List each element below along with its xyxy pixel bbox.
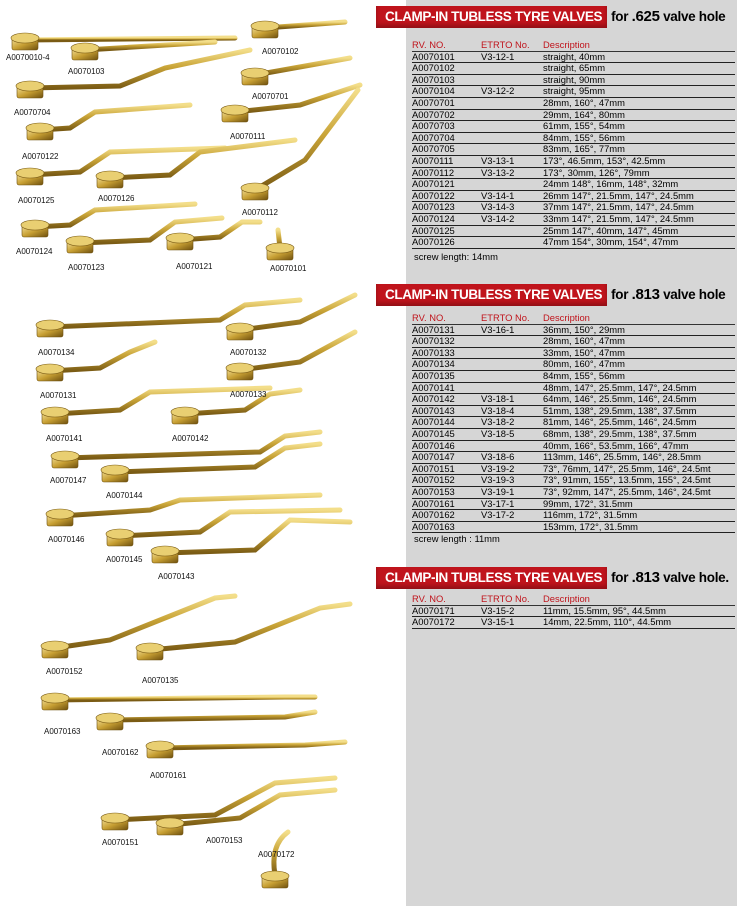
table-row <box>412 428 735 440</box>
description: 26mm 147°, 21.5mm, 147°, 24.5mm <box>543 190 735 202</box>
table-row <box>412 475 735 487</box>
title-tail: valve hole <box>663 287 726 302</box>
valve-stem <box>50 300 300 327</box>
etrto-number <box>481 109 543 121</box>
table-row <box>412 225 735 237</box>
section-title-625 <box>376 6 737 28</box>
description: 51mm, 138°, 29.5mm, 138°, 37.5mm <box>543 405 735 417</box>
description: 11mm, 15.5mm, 95°, 44.5mm <box>543 605 735 617</box>
rv-number: A0070131 <box>412 324 481 336</box>
table-row <box>412 510 735 522</box>
etrto-number: V3-13-2 <box>481 167 543 179</box>
image-label: A0070123 <box>68 263 105 272</box>
valve-nut <box>166 233 194 250</box>
table-header-row <box>412 594 735 605</box>
table-row <box>412 190 735 202</box>
image-label: A0070172 <box>258 850 295 859</box>
valve-nut <box>36 364 64 381</box>
section-title-red: CLAMP-IN TUBLESS TYRE VALVES <box>376 567 607 589</box>
description: 153mm, 172°, 31.5mm <box>543 521 735 533</box>
valve-stem <box>115 778 335 820</box>
column-header: RV. NO. <box>412 40 481 51</box>
rv-number: A0070161 <box>412 498 481 510</box>
description: 173°, 30mm, 126°, 79mm <box>543 167 735 179</box>
image-label: A0070112 <box>242 208 278 217</box>
column-header: ETRTO No. <box>481 313 543 324</box>
description: 24mm 148°, 16mm, 148°, 32mm <box>543 179 735 191</box>
valve-nut <box>11 33 39 50</box>
screw-length-note: screw length: 14mm <box>414 251 498 262</box>
image-label: A0070153 <box>206 836 243 845</box>
description: 61mm, 155°, 54mm <box>543 121 735 133</box>
etrto-number <box>481 144 543 156</box>
description: 84mm, 155°, 56mm <box>543 132 735 144</box>
image-label: A0070134 <box>38 348 75 357</box>
table-row <box>412 86 735 98</box>
rv-number: A0070144 <box>412 417 481 429</box>
title-size: .813 <box>631 569 660 586</box>
etrto-number: V3-15-2 <box>481 605 543 617</box>
column-header: RV. NO. <box>412 313 481 324</box>
image-label: A0070152 <box>46 667 83 676</box>
etrto-number <box>481 74 543 86</box>
table-row <box>412 463 735 475</box>
etrto-number: V3-18-4 <box>481 405 543 417</box>
description: straight, 40mm <box>543 51 735 63</box>
valve-nut <box>26 123 54 140</box>
valve-nut <box>41 693 69 710</box>
description: 68mm, 138°, 29.5mm, 138°, 37.5mm <box>543 428 735 440</box>
table-row <box>412 370 735 382</box>
valve-stem <box>25 38 235 40</box>
table-header-row <box>412 40 735 51</box>
image-label: A0070126 <box>98 194 135 203</box>
valve-nut <box>41 641 69 658</box>
description: 84mm, 155°, 56mm <box>543 370 735 382</box>
table-row <box>412 74 735 86</box>
rv-number: A0070121 <box>412 179 481 191</box>
description: 36mm, 150°, 29mm <box>543 324 735 336</box>
rv-number: A0070134 <box>412 359 481 371</box>
valve-nut <box>16 168 44 185</box>
image-label: A0070133 <box>230 390 267 399</box>
table-row <box>412 324 735 336</box>
valve-nut <box>41 407 69 424</box>
table-row <box>412 155 735 167</box>
image-label: A0070163 <box>44 727 81 736</box>
section-title-813-b <box>376 567 737 589</box>
etrto-number: V3-18-1 <box>481 394 543 406</box>
rv-number: A0070132 <box>412 336 481 348</box>
image-label: A0070122 <box>22 152 59 161</box>
etrto-number: V3-19-1 <box>481 486 543 498</box>
etrto-number: V3-17-2 <box>481 510 543 522</box>
rv-number: A0070172 <box>412 617 481 629</box>
valve-stem <box>255 58 350 75</box>
valve-nut <box>51 451 79 468</box>
etrto-number: V3-18-2 <box>481 417 543 429</box>
rv-number: A0070123 <box>412 202 481 214</box>
valve-nut <box>171 407 199 424</box>
valve-stem <box>55 596 235 648</box>
etrto-number <box>481 521 543 533</box>
valve-stem <box>55 697 315 700</box>
valve-nut <box>221 105 249 122</box>
valve-nut <box>21 220 49 237</box>
etrto-number <box>481 382 543 394</box>
valve-nut <box>96 713 124 730</box>
table-row <box>412 97 735 109</box>
rv-number: A0070147 <box>412 452 481 464</box>
column-header: RV. NO. <box>412 594 481 605</box>
rv-number: A0070135 <box>412 370 481 382</box>
title-size: .625 <box>631 8 660 25</box>
etrto-number <box>481 121 543 133</box>
etrto-number <box>481 440 543 452</box>
rv-number: A0070143 <box>412 405 481 417</box>
description: 28mm, 160°, 47mm <box>543 97 735 109</box>
etrto-number <box>481 225 543 237</box>
image-label: A0070146 <box>48 535 85 544</box>
description: 33mm 147°, 21.5mm, 147°, 24.5mm <box>543 213 735 225</box>
description: 73°, 76mm, 147°, 25.5mm, 146°, 24.5mt <box>543 463 735 475</box>
description: 40mm, 166°, 53.5mm, 166°, 47mm <box>543 440 735 452</box>
description: straight, 90mm <box>543 74 735 86</box>
rv-number: A0070171 <box>412 605 481 617</box>
valve-nut <box>251 21 279 38</box>
table-row <box>412 617 735 629</box>
table-row <box>412 202 735 214</box>
image-label: A0070704 <box>14 108 51 117</box>
rv-number: A0070701 <box>412 97 481 109</box>
spec-table-813-b <box>412 594 735 629</box>
valve-nut <box>241 68 269 85</box>
etrto-number: V3-14-2 <box>481 213 543 225</box>
image-label: A0070132 <box>230 348 267 357</box>
description: 33mm, 150°, 47mm <box>543 347 735 359</box>
table-row <box>412 51 735 63</box>
image-label: A0070102 <box>262 47 299 56</box>
etrto-number: V3-19-2 <box>481 463 543 475</box>
etrto-number: V3-19-3 <box>481 475 543 487</box>
valve-nut <box>151 546 179 563</box>
rv-number: A0070104 <box>412 86 481 98</box>
image-label: A0070125 <box>18 196 55 205</box>
table-row <box>412 605 735 617</box>
etrto-number <box>481 132 543 144</box>
image-label: A0070143 <box>158 572 195 581</box>
rv-number: A0070112 <box>412 167 481 179</box>
description: straight, 65mm <box>543 63 735 75</box>
description: 73°, 91mm, 155°, 13.5mm, 155°, 24.5mt <box>543 475 735 487</box>
description: 25mm 147°, 40mm, 147°, 45mm <box>543 225 735 237</box>
section-title-813 <box>376 284 737 306</box>
table-row <box>412 486 735 498</box>
description: 83mm, 165°, 77mm <box>543 144 735 156</box>
valve-nut <box>156 818 184 835</box>
etrto-number <box>481 179 543 191</box>
etrto-number <box>481 370 543 382</box>
image-label: A0070131 <box>40 391 77 400</box>
image-label: A0070147 <box>50 476 87 485</box>
table-row <box>412 417 735 429</box>
rv-number: A0070162 <box>412 510 481 522</box>
description: 48mm, 147°, 25.5mm, 147°, 24.5mm <box>543 382 735 394</box>
image-label: A0070103 <box>68 67 105 76</box>
rv-number: A0070133 <box>412 347 481 359</box>
spec-table-813 <box>412 313 735 533</box>
title-tail: valve hole. <box>663 570 729 585</box>
rv-number: A0070111 <box>412 155 481 167</box>
description: 116mm, 172°, 31.5mm <box>543 510 735 522</box>
rv-number: A0070702 <box>412 109 481 121</box>
image-label: A0070162 <box>102 748 139 757</box>
etrto-number: V3-17-1 <box>481 498 543 510</box>
table-row <box>412 132 735 144</box>
section-title-red: CLAMP-IN TUBLESS TYRE VALVES <box>376 6 607 28</box>
table-row <box>412 109 735 121</box>
rv-number: A0070705 <box>412 144 481 156</box>
etrto-number <box>481 347 543 359</box>
image-label: A0070144 <box>106 491 143 500</box>
valve-stem <box>30 148 225 175</box>
valve-nut <box>36 320 64 337</box>
image-label: A0070010-4 <box>6 53 50 62</box>
etrto-number: V3-13-1 <box>481 155 543 167</box>
rv-number: A0070703 <box>412 121 481 133</box>
valve-nut <box>106 529 134 546</box>
valve-nut <box>96 171 124 188</box>
rv-number: A0070101 <box>412 51 481 63</box>
etrto-number <box>481 359 543 371</box>
description: 47mm 154°, 30mm, 154°, 47mm <box>543 237 735 249</box>
rv-number: A0070125 <box>412 225 481 237</box>
description: 14mm, 22.5mm, 110°, 44.5mm <box>543 617 735 629</box>
table-row <box>412 167 735 179</box>
etrto-number: V3-18-6 <box>481 452 543 464</box>
table-row <box>412 440 735 452</box>
etrto-number <box>481 336 543 348</box>
table-row <box>412 521 735 533</box>
screw-length-note: screw length : 11mm <box>414 533 500 544</box>
description: 173°, 46.5mm, 153°, 42.5mm <box>543 155 735 167</box>
description: 113mm, 146°, 25.5mm, 146°, 28.5mm <box>543 452 735 464</box>
description: 64mm, 146°, 25.5mm, 146°, 24.5mm <box>543 394 735 406</box>
etrto-number <box>481 237 543 249</box>
image-label: A0070101 <box>270 264 307 273</box>
rv-number: A0070145 <box>412 428 481 440</box>
etrto-number: V3-18-5 <box>481 428 543 440</box>
table-row <box>412 382 735 394</box>
etrto-number: V3-16-1 <box>481 324 543 336</box>
etrto-number <box>481 97 543 109</box>
table-row <box>412 144 735 156</box>
table-row <box>412 452 735 464</box>
valve-stem <box>40 105 190 130</box>
rv-number: A0070152 <box>412 475 481 487</box>
description: 99mm, 172°, 31.5mm <box>543 498 735 510</box>
valve-stem <box>165 520 350 553</box>
rv-number: A0070163 <box>412 521 481 533</box>
valve-nut <box>241 183 269 200</box>
description: straight, 95mm <box>543 86 735 98</box>
valve-nut <box>226 323 254 340</box>
valve-nut <box>136 643 164 660</box>
rv-number: A0070142 <box>412 394 481 406</box>
image-label: A0070124 <box>16 247 53 256</box>
rv-number: A0070126 <box>412 237 481 249</box>
etrto-number: V3-12-2 <box>481 86 543 98</box>
valve-nut <box>226 363 254 380</box>
table-row <box>412 63 735 75</box>
title-for: for <box>611 570 629 585</box>
valve-nut <box>16 81 44 98</box>
table-row <box>412 121 735 133</box>
image-label: A0070135 <box>142 676 179 685</box>
table-row <box>412 336 735 348</box>
etrto-number: V3-15-1 <box>481 617 543 629</box>
rv-number: A0070102 <box>412 63 481 75</box>
valve-nut <box>101 813 129 830</box>
table-row <box>412 237 735 249</box>
description: 29mm, 164°, 80mm <box>543 109 735 121</box>
table-row <box>412 498 735 510</box>
column-header: ETRTO No. <box>481 40 543 51</box>
rv-number: A0070146 <box>412 440 481 452</box>
description: 28mm, 160°, 47mm <box>543 336 735 348</box>
rv-number: A0070103 <box>412 74 481 86</box>
valve-stem <box>110 712 315 720</box>
column-header: Description <box>543 594 735 605</box>
column-header: Description <box>543 313 735 324</box>
valve-nut <box>46 509 74 526</box>
etrto-number: V3-12-1 <box>481 51 543 63</box>
title-tail: valve hole <box>663 9 726 24</box>
column-header: ETRTO No. <box>481 594 543 605</box>
image-label: A0070161 <box>150 771 187 780</box>
image-label: A0070151 <box>102 838 139 847</box>
section-title-red: CLAMP-IN TUBLESS TYRE VALVES <box>376 284 607 306</box>
table-row <box>412 394 735 406</box>
table-row <box>412 179 735 191</box>
rv-number: A0070122 <box>412 190 481 202</box>
image-label: A0070145 <box>106 555 143 564</box>
etrto-number <box>481 63 543 75</box>
image-label: A0070701 <box>252 92 289 101</box>
valve-stem <box>85 42 215 50</box>
image-label: A0070142 <box>172 434 209 443</box>
title-for: for <box>611 287 629 302</box>
valve-stem <box>160 742 345 748</box>
valve-nut <box>146 741 174 758</box>
table-header-row <box>412 313 735 324</box>
valve-nut <box>66 236 94 253</box>
rv-number: A0070153 <box>412 486 481 498</box>
valve-nut <box>101 465 129 482</box>
spec-table-625 <box>412 40 735 249</box>
table-row <box>412 359 735 371</box>
table-row <box>412 347 735 359</box>
etrto-number: V3-14-3 <box>481 202 543 214</box>
rv-number: A0070124 <box>412 213 481 225</box>
rv-number: A0070141 <box>412 382 481 394</box>
title-size: .813 <box>631 286 660 303</box>
description: 80mm, 160°, 47mm <box>543 359 735 371</box>
rv-number: A0070151 <box>412 463 481 475</box>
table-row <box>412 213 735 225</box>
valve-nut <box>71 43 99 60</box>
valve-nut <box>266 243 294 260</box>
rv-number: A0070704 <box>412 132 481 144</box>
valve-stem <box>30 50 250 88</box>
description: 81mm, 146°, 25.5mm, 146°, 24.5mm <box>543 417 735 429</box>
column-header: Description <box>543 40 735 51</box>
title-for: for <box>611 9 629 24</box>
image-label: A0070141 <box>46 434 83 443</box>
valve-stem <box>110 140 295 178</box>
image-label: A0070111 <box>230 132 266 141</box>
image-label: A0070121 <box>176 262 213 271</box>
description: 73°, 92mm, 147°, 25.5mm, 146°, 24.5mt <box>543 486 735 498</box>
table-row <box>412 405 735 417</box>
etrto-number: V3-14-1 <box>481 190 543 202</box>
valve-nut <box>261 871 289 888</box>
description: 37mm 147°, 21.5mm, 147°, 24.5mm <box>543 202 735 214</box>
